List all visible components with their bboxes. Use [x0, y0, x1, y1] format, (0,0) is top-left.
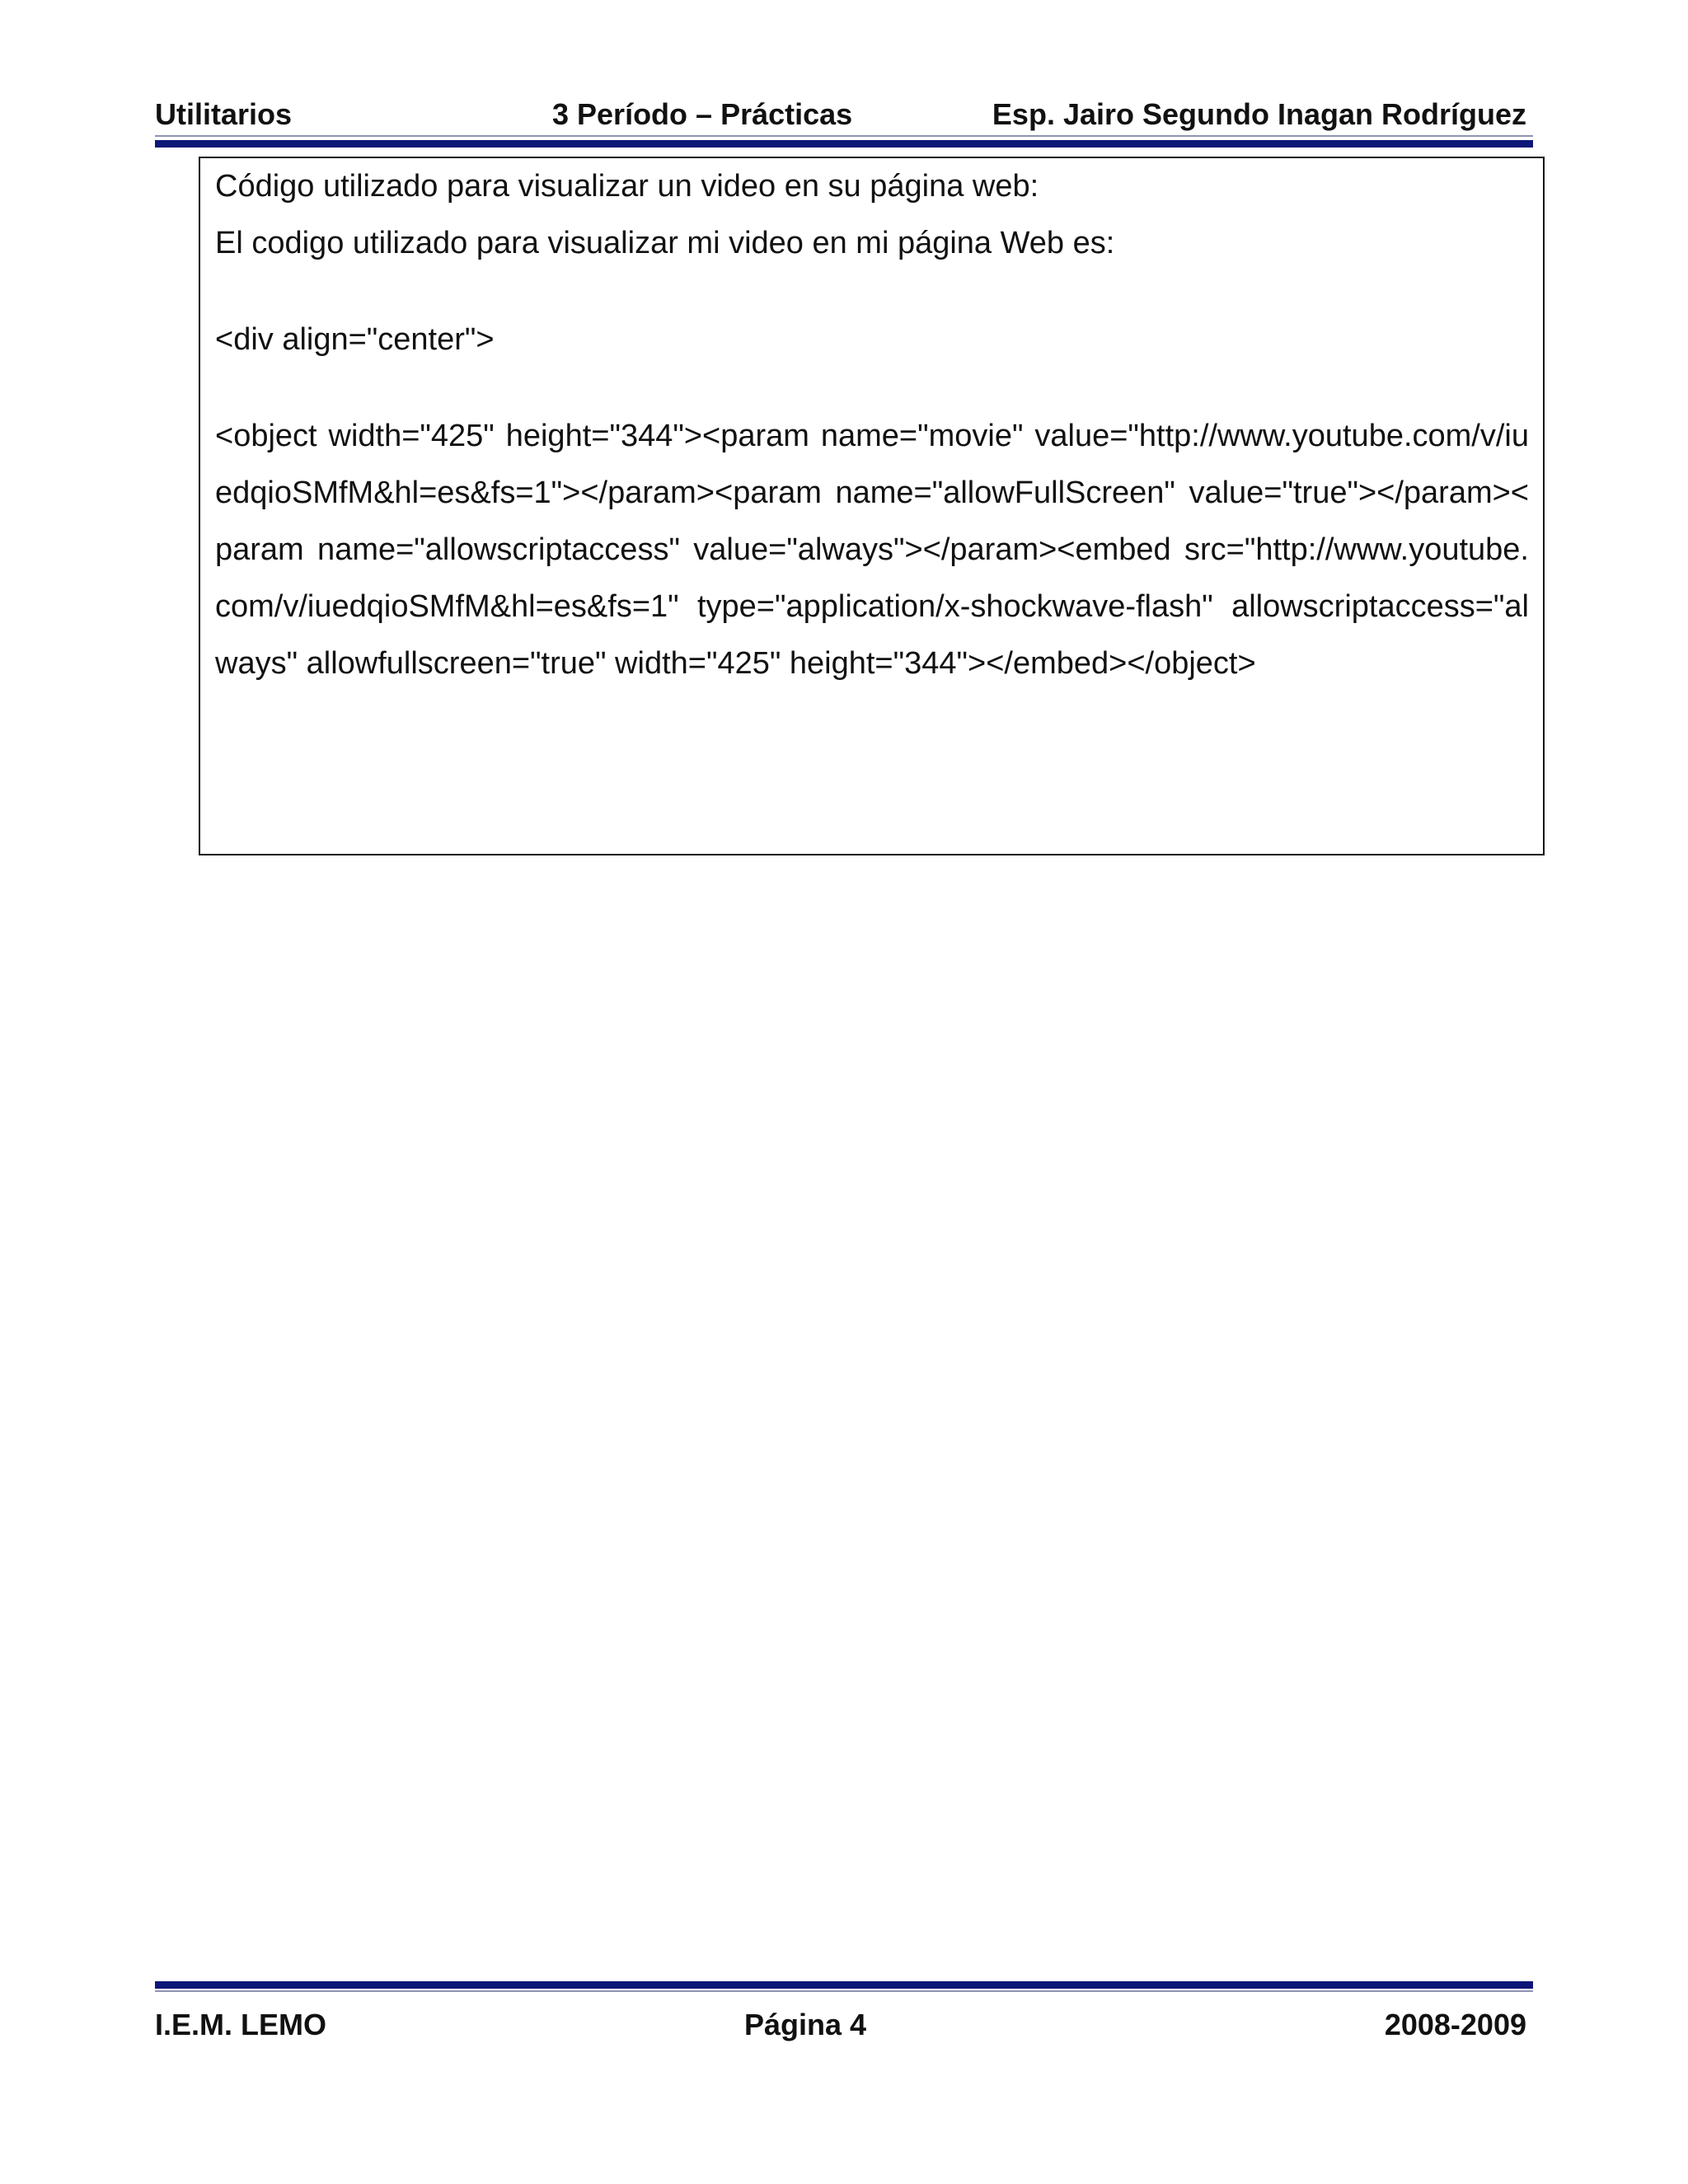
footer-rule-thick: [155, 1981, 1533, 1989]
code-div-line: <div align="center">: [215, 322, 495, 357]
intro-line-1: Código utilizado para visualizar un video en su página web:: [215, 169, 1039, 204]
content-box: [199, 157, 1545, 855]
header-author: Esp. Jairo Segundo Inagan Rodríguez: [992, 97, 1526, 131]
header-rule-thick: [155, 140, 1533, 148]
spacer: [215, 368, 1529, 408]
footer-rule-thin: [155, 1990, 1533, 1992]
footer-year: 2008-2009: [1384, 2008, 1526, 2041]
page-header: [155, 94, 1533, 135]
footer-institution: I.E.M. LEMO: [155, 2008, 327, 2041]
footer-page-number: Página 4: [744, 2008, 867, 2041]
spacer: [215, 272, 1529, 312]
code-object-block: <object width="425" height="344"><param name="movie" value="http://www.youtube.com/v/iuedqioSMfM&hl=es&fs=1"></param><param name="allowFullScreen" value="true"></param><param name="allowscriptaccess" value="always"></param><embed src="http://www.youtube.com/v/iuedqioSMfM&hl=es&fs=1" type="application/x-shockwave-flash" allowscriptaccess="always" allowfullscreen="true" width="425" height="344"></embed></object>: [215, 419, 1529, 681]
header-rule-thin: [155, 135, 1533, 137]
header-subject: Utilitarios: [155, 97, 293, 131]
content-text: [215, 158, 1529, 692]
intro-line-2: El codigo utilizado para visualizar mi video en mi página Web es:: [215, 226, 1115, 260]
page-footer: [155, 2004, 1533, 2046]
header-period: 3 Período – Prácticas: [552, 97, 853, 131]
